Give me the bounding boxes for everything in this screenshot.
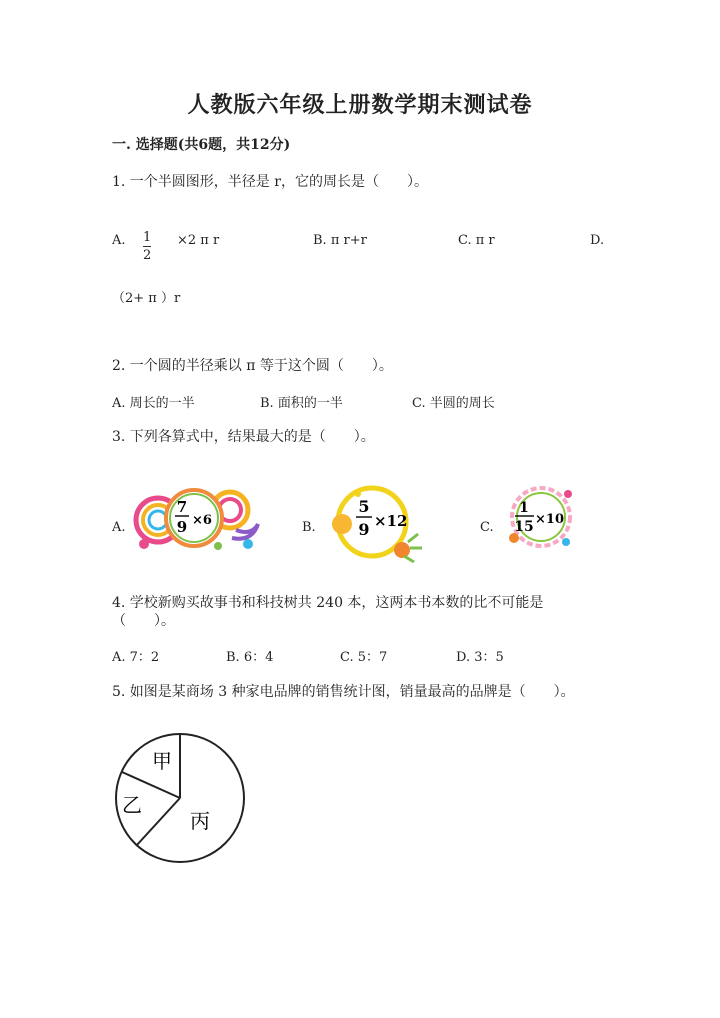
q3-option-c-label: C. xyxy=(480,520,494,535)
q3-option-b-label: B. xyxy=(302,520,316,535)
q3-a-operator: ×6 xyxy=(192,513,212,528)
q3-option-a-label: A. xyxy=(112,520,126,535)
q2-option-c: C. 半圆的周长 xyxy=(412,396,495,411)
q1-option-d-label: D. xyxy=(590,233,605,248)
q4-option-d: D. 3：5 xyxy=(456,650,504,665)
pie-label-yi: 乙 xyxy=(122,793,142,817)
q1-a-numerator: 1 xyxy=(143,230,152,245)
q3-option-c-badge xyxy=(504,484,578,550)
q3-b-denominator: 9 xyxy=(358,520,370,539)
q1-option-b: B. π r+r xyxy=(313,233,367,248)
question-5-stem: 5. 如图是某商场 3 种家电品牌的销售统计图，销量最高的品牌是（ ）。 xyxy=(112,684,575,700)
q1-option-a-label: A. xyxy=(112,233,126,248)
q3-c-numerator: 1 xyxy=(519,500,529,516)
q1-a-denominator: 2 xyxy=(143,248,152,263)
q3-c-denominator: 15 xyxy=(514,519,534,535)
q3-a-denominator: 9 xyxy=(176,518,188,536)
question-2-stem: 2. 一个圆的半径乘以 π 等于这个圆（ ）。 xyxy=(112,358,393,374)
q4-option-b: B. 6：4 xyxy=(226,650,274,665)
question-4-stem-line2: （ ）。 xyxy=(112,613,175,629)
page-title: 人教版六年级上册数学期末测试卷 xyxy=(187,92,533,118)
section-heading: 一. 选择题(共6题，共12分) xyxy=(112,137,291,153)
q3-b-numerator: 5 xyxy=(358,497,370,516)
q3-a-numerator: 7 xyxy=(176,498,188,516)
flower-decoration-icon xyxy=(332,514,352,534)
question-4-stem-line1: 4. 学校新购买故事书和科技树共 240 本，这两本书本数的比不可能是 xyxy=(112,595,544,611)
question-3-stem: 3. 下列各算式中，结果最大的是（ ）。 xyxy=(112,429,375,445)
q2-option-a: A. 周长的一半 xyxy=(112,396,195,411)
q4-option-a: A. 7：2 xyxy=(112,650,160,665)
q3-b-operator: ×12 xyxy=(374,512,408,530)
q4-option-c: C. 5：7 xyxy=(340,650,388,665)
q1-option-a-rest: ×2 π r xyxy=(177,233,220,248)
q5-pie-chart xyxy=(108,728,248,868)
q3-c-operator: ×10 xyxy=(535,512,564,527)
q3-option-a-badge xyxy=(124,482,264,554)
q2-option-b: B. 面积的一半 xyxy=(260,396,343,411)
q3-option-b-badge xyxy=(324,482,424,566)
q1-option-d-expression: （2+ π ）r xyxy=(112,291,181,306)
q1-option-c: C. π r xyxy=(458,233,495,248)
q1-option-a-fraction xyxy=(143,226,151,262)
pie-label-bing: 丙 xyxy=(190,809,210,833)
question-1-stem: 1. 一个半圆图形，半径是 r，它的周长是（ ）。 xyxy=(112,174,428,190)
pie-label-jia: 甲 xyxy=(152,749,172,773)
